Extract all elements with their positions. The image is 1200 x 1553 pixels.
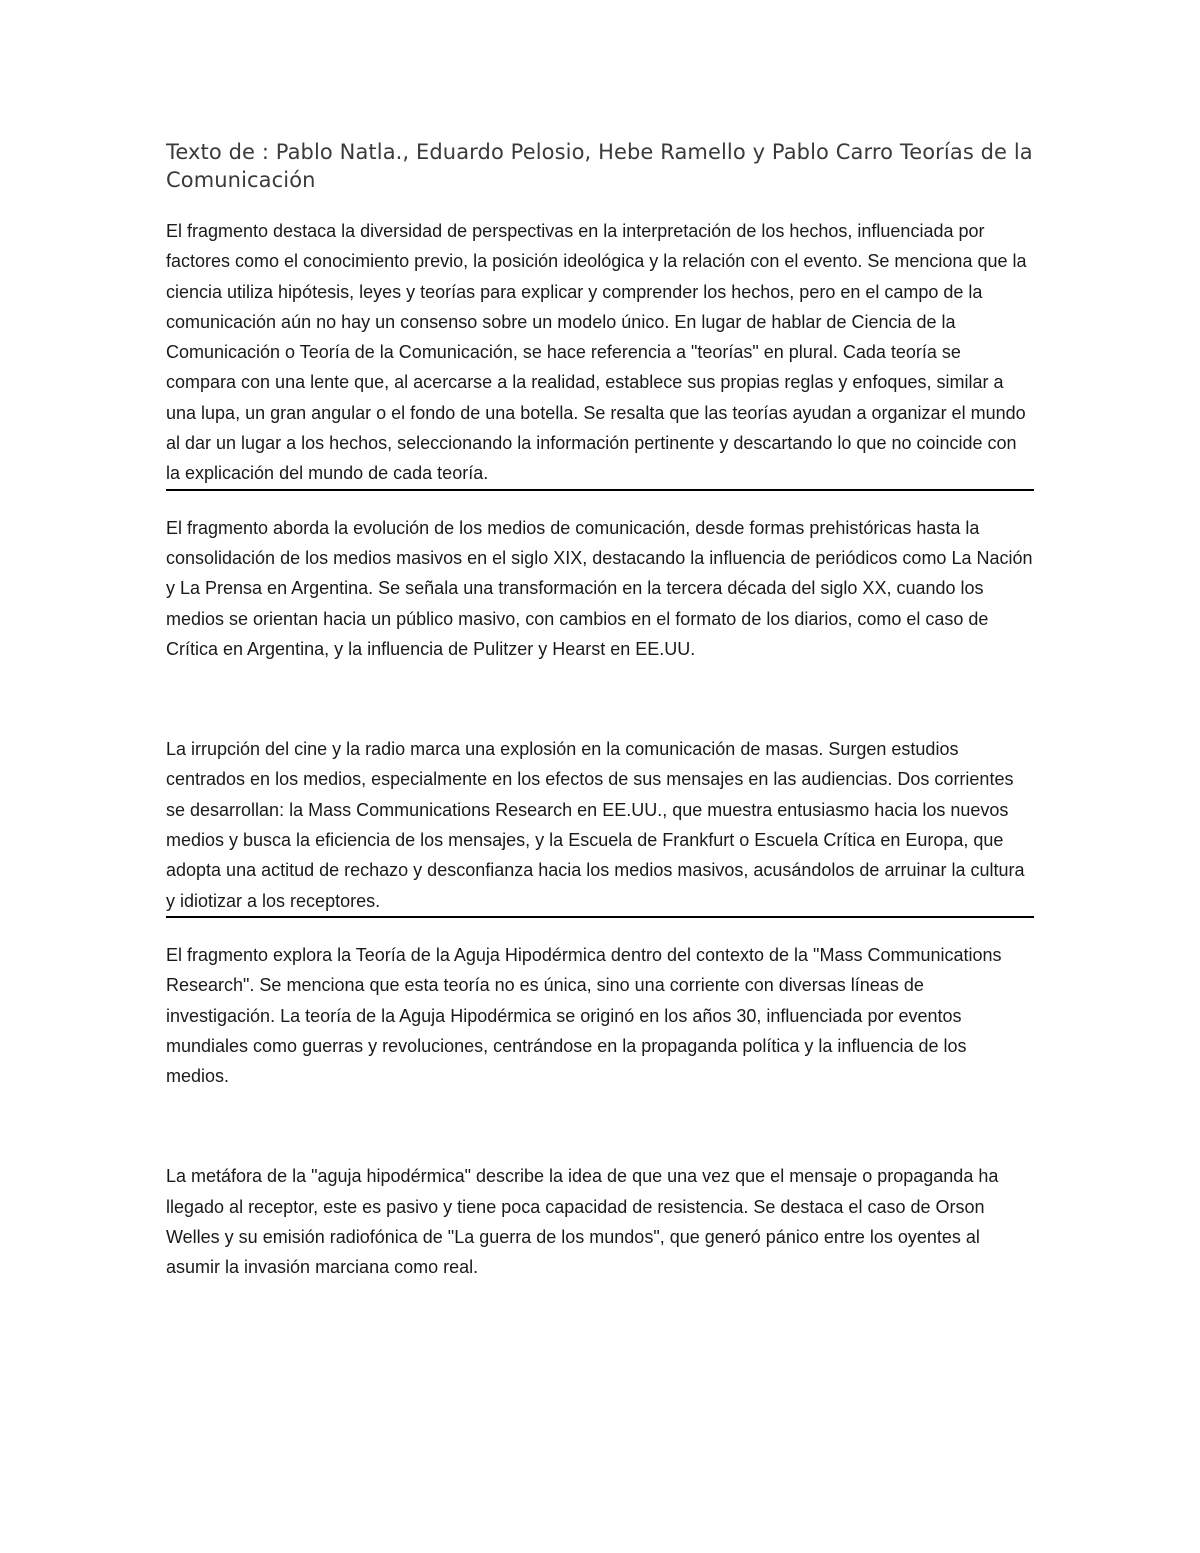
document-title: Texto de : Pablo Natla., Eduardo Pelosio, Hebe Ramello y Pablo Carro Teorías de la Comunicación — [166, 140, 1033, 192]
paragraph-1: El fragmento destaca la diversidad de perspectivas en la interpretación de los hechos, influenciada por factores como el conocimiento previo, la posición ideológica y la relación con el evento. Se menciona que la ciencia utiliza hipótesis, leyes y teorías para explicar y comprender los hechos, pero en el campo de la comunicación aún no hay un consenso sobre un modelo único. En lugar de hablar de Ciencia de la Comunicación o Teoría de la Comunicación, se hace referencia a "teorías" en plural. Cada teoría se compara con una lente que, al acercarse a la realidad, establece sus propias reglas y enfoques, similar a una lupa, un gran angular o el fondo de una botella. Se resalta que las teorías ayudan a organizar el mundo al dar un lugar a los hechos, seleccionando la información pertinente y descartando lo que no coincide con la explicación del mundo de cada teoría. — [166, 221, 1027, 484]
spacer — [166, 664, 1034, 734]
spacer — [166, 491, 1034, 513]
document-body — [166, 138, 1034, 1283]
spacer — [166, 1091, 1034, 1161]
paragraph-2: El fragmento aborda la evolución de los medios de comunicación, desde formas prehistóricas hasta la consolidación de los medios masivos en el siglo XIX, destacando la influencia de periódicos como La Nación y La Prensa en Argentina. Se señala una transformación en la tercera década del siglo XX, cuando los medios se orientan hacia un público masivo, con cambios en el formato de los diarios, como el caso de Crítica en Argentina, y la influencia de Pulitzer y Hearst en EE.UU. — [166, 517, 1033, 659]
paragraph-3: La irrupción del cine y la radio marca una explosión en la comunicación de masas. Surgen estudios centrados en los medios, especialmente en los efectos de sus mensajes en las audiencias. Dos corrientes se desarrollan: la Mass Communications Research en EE.UU., que muestra entusiasmo hacia los nuevos medios y busca la eficiencia de los mensajes, y la Escuela de Frankfurt o Escuela Crítica en Europa, que adopta una actitud de rechazo y desconfianza hacia los medios masivos, acusándolos de arruinar la cultura y idiotizar a los receptores. — [166, 739, 1025, 911]
paragraph-4: El fragmento explora la Teoría de la Aguja Hipodérmica dentro del contexto de la "Mass Communications Research". Se menciona que esta teoría no es única, sino una corriente con diversas líneas de investigación. La teoría de la Aguja Hipodérmica se originó en los años 30, influenciada por eventos mundiales como guerras y revoluciones, centrándose en la propaganda política y la influencia de los medios. — [166, 944, 1002, 1087]
paragraph-5: La metáfora de la "aguja hipodérmica" describe la idea de que una vez que el mensaje o propaganda ha llegado al receptor, este es pasivo y tiene poca capacidad de resistencia. Se destaca el caso de Orson Welles y su emisión radiofónica de "La guerra de los mundos", que generó pánico entre los oyentes al asumir la invasión marciana como real. — [166, 1166, 999, 1278]
spacer — [166, 918, 1034, 940]
